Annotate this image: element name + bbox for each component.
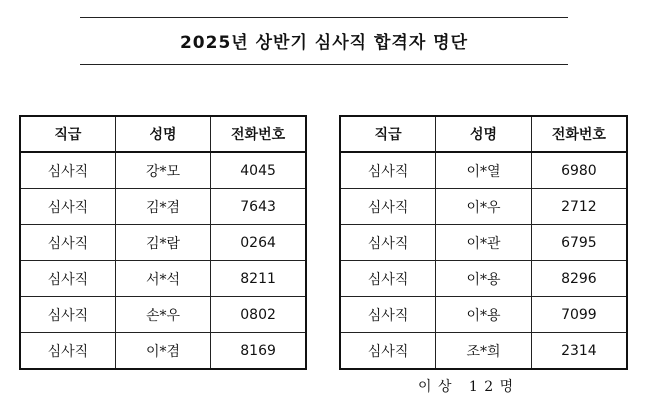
name-cell: 김*람 — [115, 225, 210, 261]
phone-cell: 4045 — [211, 152, 306, 189]
grade-cell: 심사직 — [340, 225, 436, 261]
phone-cell: 8211 — [211, 261, 306, 297]
phone-cell: 7099 — [531, 297, 627, 333]
grade-cell: 심사직 — [20, 261, 115, 297]
phone-cell: 8169 — [211, 333, 306, 370]
table-row — [340, 261, 627, 297]
table-row — [340, 333, 627, 370]
total-count: 이 상 1 2 명 — [418, 379, 515, 395]
name-cell: 서*석 — [115, 261, 210, 297]
name-cell: 이*우 — [436, 189, 532, 225]
phone-cell: 2712 — [531, 189, 627, 225]
table-row — [340, 152, 627, 189]
grade-cell: 심사직 — [20, 297, 115, 333]
name-cell: 이*용 — [436, 297, 532, 333]
name-cell: 이*겸 — [115, 333, 210, 370]
document-title: 2025년 상반기 심사직 합격자 명단 — [179, 33, 469, 53]
roster-table-left — [19, 115, 307, 370]
column-header-name: 성명 — [115, 116, 210, 152]
column-header-grade: 직급 — [340, 116, 436, 152]
phone-cell: 7643 — [211, 189, 306, 225]
phone-cell: 0802 — [211, 297, 306, 333]
name-cell: 손*우 — [115, 297, 210, 333]
name-cell: 이*관 — [436, 225, 532, 261]
title-top-rule — [80, 17, 568, 18]
table-row — [20, 189, 306, 225]
phone-cell: 8296 — [531, 261, 627, 297]
phone-cell: 2314 — [531, 333, 627, 370]
grade-cell: 심사직 — [340, 297, 436, 333]
table-row — [20, 333, 306, 370]
grade-cell: 심사직 — [20, 333, 115, 370]
name-cell: 조*희 — [436, 333, 532, 370]
table-header-row — [340, 116, 627, 152]
column-header-phone: 전화번호 — [211, 116, 306, 152]
phone-cell: 6795 — [531, 225, 627, 261]
table-row — [20, 261, 306, 297]
grade-cell: 심사직 — [20, 189, 115, 225]
roster-table-right — [339, 115, 628, 370]
phone-cell: 0264 — [211, 225, 306, 261]
table-header-row — [20, 116, 306, 152]
table-row — [20, 225, 306, 261]
grade-cell: 심사직 — [340, 261, 436, 297]
column-header-grade: 직급 — [20, 116, 115, 152]
phone-cell: 6980 — [531, 152, 627, 189]
table-row — [20, 152, 306, 189]
name-cell: 김*겸 — [115, 189, 210, 225]
table-row — [340, 225, 627, 261]
grade-cell: 심사직 — [340, 189, 436, 225]
name-cell: 강*모 — [115, 152, 210, 189]
column-header-name: 성명 — [436, 116, 532, 152]
table-row — [340, 189, 627, 225]
table-row — [20, 297, 306, 333]
name-cell: 이*용 — [436, 261, 532, 297]
grade-cell: 심사직 — [20, 152, 115, 189]
title-bottom-rule — [80, 64, 568, 65]
table-row — [340, 297, 627, 333]
grade-cell: 심사직 — [340, 333, 436, 370]
name-cell: 이*열 — [436, 152, 532, 189]
grade-cell: 심사직 — [340, 152, 436, 189]
grade-cell: 심사직 — [20, 225, 115, 261]
column-header-phone: 전화번호 — [531, 116, 627, 152]
